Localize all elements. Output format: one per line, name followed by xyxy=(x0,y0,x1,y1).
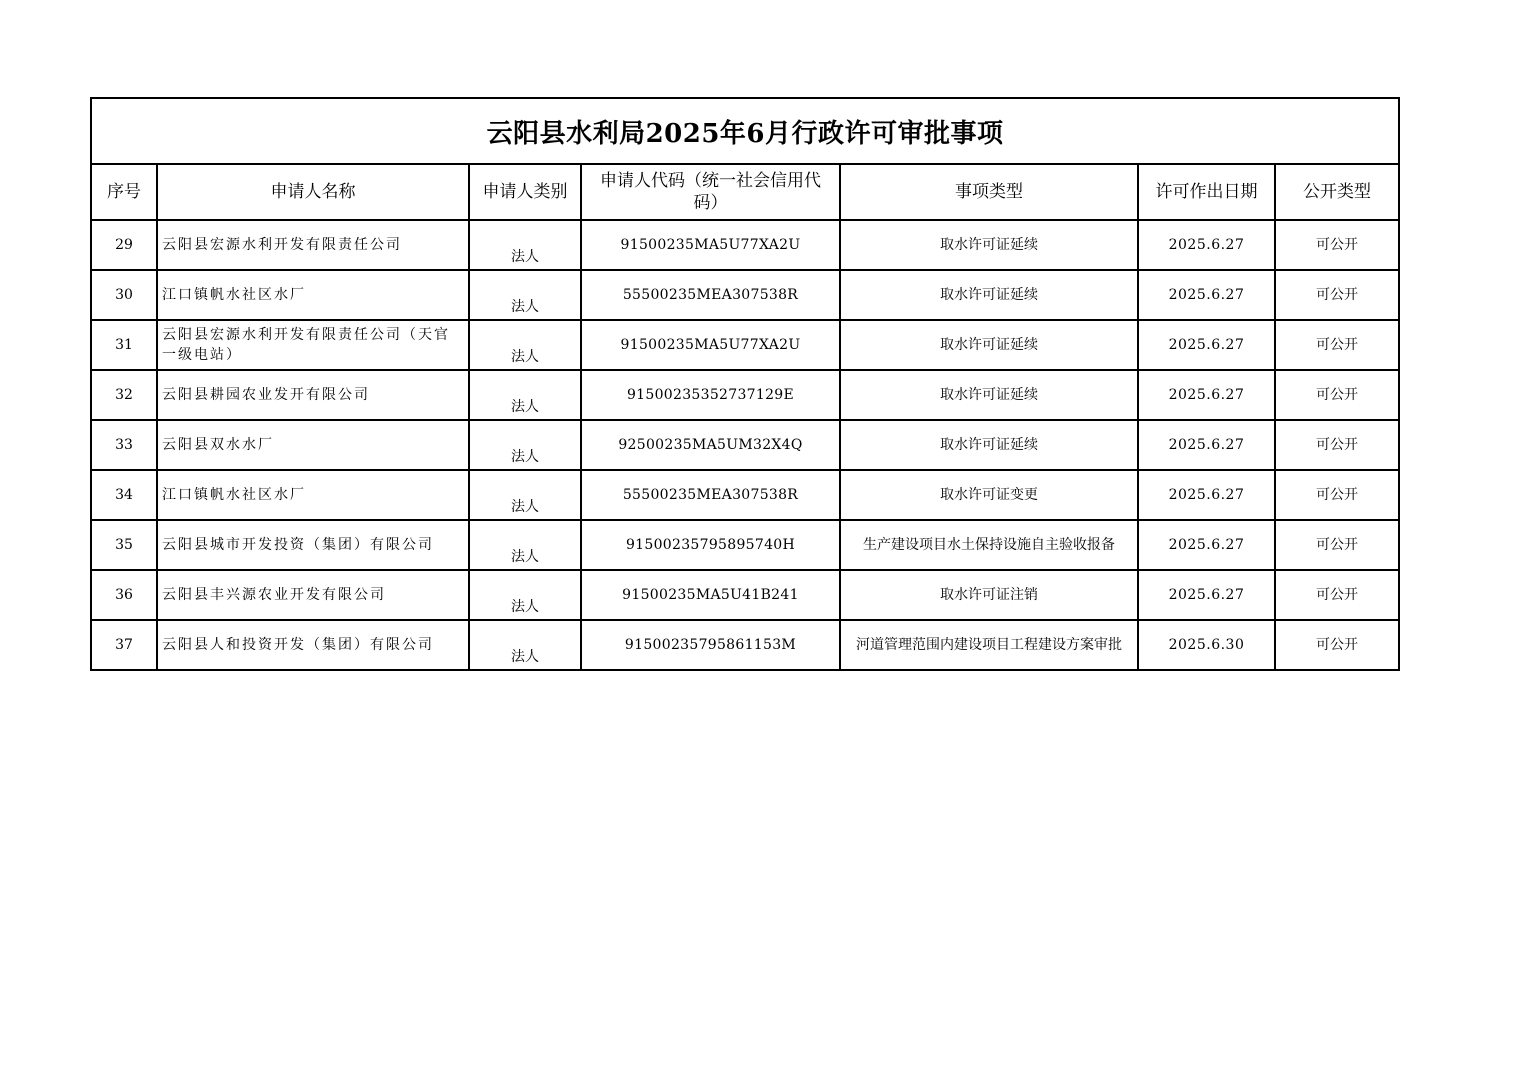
public-type: 可公开 xyxy=(1275,270,1399,320)
applicant-code: 91500235795895740H xyxy=(581,520,840,570)
applicant-type xyxy=(469,220,581,270)
applicant-code: 91500235MA5U77XA2U xyxy=(581,320,840,370)
header-name: 申请人名称 xyxy=(157,164,469,220)
row-number: 37 xyxy=(91,620,157,670)
applicant-code: 91500235795861153M xyxy=(581,620,840,670)
header-matter: 事项类型 xyxy=(840,164,1138,220)
permit-date: 2025.6.27 xyxy=(1138,220,1275,270)
applicant-type xyxy=(469,520,581,570)
matter-type: 河道管理范围内建设项目工程建设方案审批 xyxy=(840,620,1138,670)
applicant-name: 云阳县双水水厂 xyxy=(157,420,469,470)
applicant-name: 江口镇帆水社区水厂 xyxy=(157,470,469,520)
applicant-name: 江口镇帆水社区水厂 xyxy=(157,270,469,320)
approval-table xyxy=(90,97,1400,671)
applicant-type xyxy=(469,470,581,520)
applicant-type-label: 法人 xyxy=(511,249,539,265)
public-type: 可公开 xyxy=(1275,620,1399,670)
public-type: 可公开 xyxy=(1275,570,1399,620)
applicant-name: 云阳县宏源水利开发有限责任公司（天官一级电站） xyxy=(157,320,469,370)
permit-date: 2025.6.27 xyxy=(1138,570,1275,620)
approval-table-sheet xyxy=(90,97,1398,671)
applicant-type xyxy=(469,620,581,670)
row-number: 34 xyxy=(91,470,157,520)
permit-date: 2025.6.27 xyxy=(1138,520,1275,570)
matter-type: 取水许可证延续 xyxy=(840,420,1138,470)
header-row xyxy=(91,164,1399,220)
applicant-code: 92500235MA5UM32X4Q xyxy=(581,420,840,470)
table-row xyxy=(91,470,1399,520)
applicant-type-label: 法人 xyxy=(511,449,539,465)
matter-type: 取水许可证注销 xyxy=(840,570,1138,620)
row-number: 32 xyxy=(91,370,157,420)
row-number: 31 xyxy=(91,320,157,370)
applicant-code: 91500235352737129E xyxy=(581,370,840,420)
applicant-type-label: 法人 xyxy=(511,649,539,665)
table-row xyxy=(91,420,1399,470)
applicant-code: 55500235MEA307538R xyxy=(581,270,840,320)
applicant-code: 91500235MA5U77XA2U xyxy=(581,220,840,270)
table-row xyxy=(91,520,1399,570)
applicant-type-label: 法人 xyxy=(511,549,539,565)
applicant-name: 云阳县丰兴源农业开发有限公司 xyxy=(157,570,469,620)
applicant-type-label: 法人 xyxy=(511,399,539,415)
table-row xyxy=(91,320,1399,370)
public-type: 可公开 xyxy=(1275,520,1399,570)
row-number: 30 xyxy=(91,270,157,320)
permit-date: 2025.6.30 xyxy=(1138,620,1275,670)
table-row xyxy=(91,220,1399,270)
applicant-type xyxy=(469,370,581,420)
public-type: 可公开 xyxy=(1275,320,1399,370)
applicant-type-label: 法人 xyxy=(511,299,539,315)
public-type: 可公开 xyxy=(1275,220,1399,270)
matter-type: 取水许可证延续 xyxy=(840,370,1138,420)
row-number: 35 xyxy=(91,520,157,570)
row-number: 36 xyxy=(91,570,157,620)
header-date: 许可作出日期 xyxy=(1138,164,1275,220)
applicant-code: 55500235MEA307538R xyxy=(581,470,840,520)
table-row xyxy=(91,370,1399,420)
permit-date: 2025.6.27 xyxy=(1138,370,1275,420)
applicant-code: 91500235MA5U41B241 xyxy=(581,570,840,620)
matter-type: 取水许可证延续 xyxy=(840,320,1138,370)
applicant-type xyxy=(469,320,581,370)
header-no: 序号 xyxy=(91,164,157,220)
header-code: 申请人代码（统一社会信用代码） xyxy=(581,164,840,220)
applicant-name: 云阳县人和投资开发（集团）有限公司 xyxy=(157,620,469,670)
table-row xyxy=(91,270,1399,320)
row-number: 29 xyxy=(91,220,157,270)
matter-type: 取水许可证变更 xyxy=(840,470,1138,520)
permit-date: 2025.6.27 xyxy=(1138,420,1275,470)
permit-date: 2025.6.27 xyxy=(1138,320,1275,370)
applicant-type xyxy=(469,420,581,470)
applicant-type-label: 法人 xyxy=(511,499,539,515)
applicant-type-label: 法人 xyxy=(511,599,539,615)
applicant-type xyxy=(469,270,581,320)
matter-type: 取水许可证延续 xyxy=(840,220,1138,270)
table-row xyxy=(91,570,1399,620)
row-number: 33 xyxy=(91,420,157,470)
public-type: 可公开 xyxy=(1275,470,1399,520)
public-type: 可公开 xyxy=(1275,420,1399,470)
applicant-name: 云阳县宏源水利开发有限责任公司 xyxy=(157,220,469,270)
matter-type: 生产建设项目水土保持设施自主验收报备 xyxy=(840,520,1138,570)
public-type: 可公开 xyxy=(1275,370,1399,420)
permit-date: 2025.6.27 xyxy=(1138,270,1275,320)
applicant-type-label: 法人 xyxy=(511,349,539,365)
permit-date: 2025.6.27 xyxy=(1138,470,1275,520)
table-row xyxy=(91,620,1399,670)
header-type: 申请人类别 xyxy=(469,164,581,220)
page-title: 云阳县水利局2025年6月行政许可审批事项 xyxy=(91,98,1399,164)
header-public: 公开类型 xyxy=(1275,164,1399,220)
applicant-name: 云阳县耕园农业发开有限公司 xyxy=(157,370,469,420)
applicant-name: 云阳县城市开发投资（集团）有限公司 xyxy=(157,520,469,570)
matter-type: 取水许可证延续 xyxy=(840,270,1138,320)
applicant-type xyxy=(469,570,581,620)
